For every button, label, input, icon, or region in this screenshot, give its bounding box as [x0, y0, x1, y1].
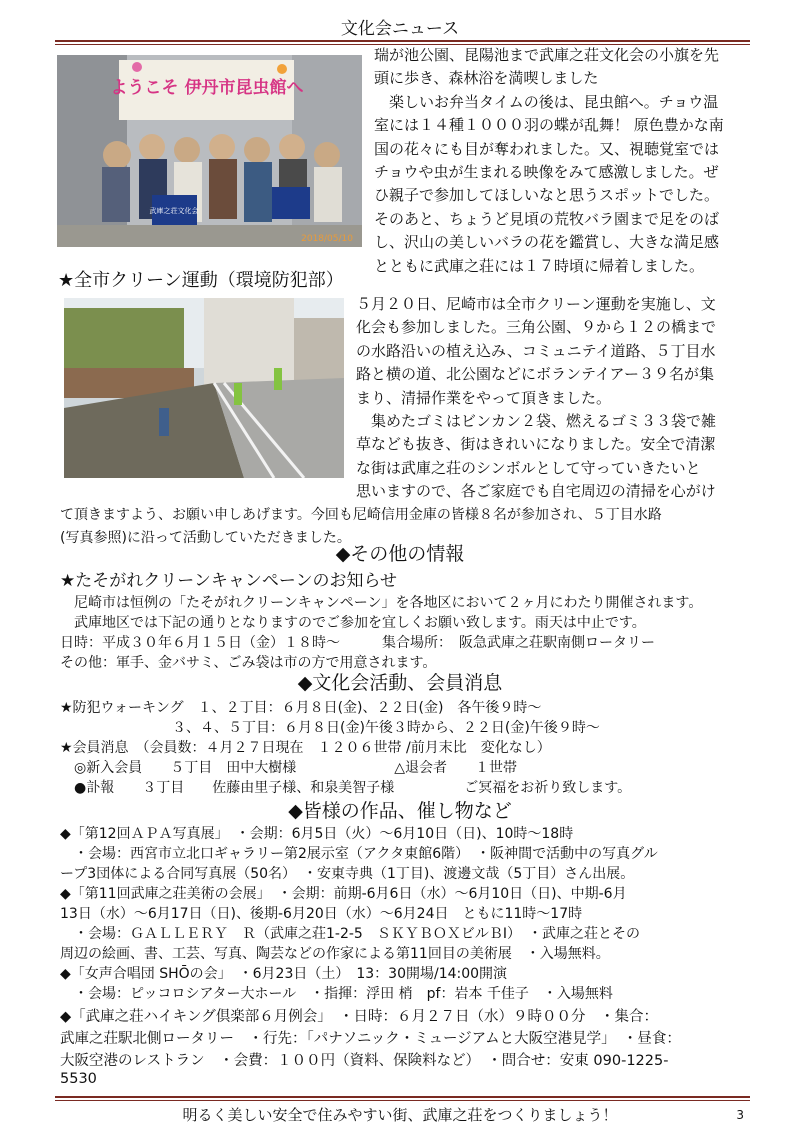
top-line: し、沢山の美しいバラの花を鑑賞し、大きな満足感 — [374, 233, 720, 252]
works-line: ◆「第12回ＡＰＡ写真展」 ・会期：6月5日（火）～6月10日（日)、10時～18時 — [60, 826, 574, 842]
clean-line: ５月２０日、尼崎市は全市クリーン運動を実施し、文 — [356, 295, 716, 313]
top-line: 頭に歩き、森林浴を満喫しました — [374, 69, 599, 88]
clean-line: な街は武庫之荘のシンボルとして守っていきたいと — [356, 458, 701, 477]
top-line: 室には１４種１０００羽の蝶が乱舞！ 原色豊かな南 — [374, 116, 724, 135]
clean-line: (写真参照)に沿って活動していただきました。 — [60, 530, 351, 546]
insect-museum-group-photo — [57, 55, 362, 247]
clean-campaign-heading: ★全市クリーン運動（環境防犯部） — [58, 270, 344, 291]
top-line: 瑞が池公園、昆陽池まで武庫之荘文化会の小旗を先 — [374, 46, 720, 64]
photo-flag-text: 武庫之荘文化会 — [149, 207, 199, 215]
works-line: ・会場：西宮市立北口ギャラリー第2展示室（アクタ東館6階） ・阪神間で活動中の写真グル — [60, 846, 658, 862]
works-line: 13日（水）～6月17日（日)、後期-6月20日（水）～6月24日 ともに11時～17時 — [60, 906, 583, 922]
clean-line: 路と横の道、北公園などにボランテイアー３９名が集 — [356, 365, 715, 384]
top-line: とともに武庫之荘には１７時頃に帰着しました。 — [374, 256, 705, 275]
header-title: 文化会ニュース — [340, 19, 460, 39]
canal-cleanup-photo — [64, 298, 344, 478]
top-line: 楽しいお弁当タイムの後は、昆虫館へ。チョウ温 — [374, 92, 719, 111]
top-line: そのあと、ちょうど見頃の荒牧バラ園まで足をのば — [374, 209, 720, 228]
clean-line: の水路沿いの植え込み、コミュニテイ道路、５丁目水 — [356, 341, 716, 360]
clean-line: て頂きますよう、お願い申しあげます。今回も尼崎信用金庫の皆様８名が参加され、５丁目水路 — [60, 506, 662, 523]
top-line: ひ親子で参加してほしいなと思うスポットでした。 — [374, 186, 720, 205]
top-line: チョウや虫が生まれる映像をみて感激しました。ぜ — [374, 163, 719, 181]
photo-banner-text: ようこそ 伊丹市昆虫館へ — [110, 78, 304, 98]
activities-line: ★会員消息 （会員数：４月２７日現在 １２０６世帯 /前月末比 変化なし） — [60, 740, 551, 756]
works-line: ・会場：ピッコロシアター大ホール ・指揮：浮田 梢 pf：岩本 千佳子 ・入場無料 — [60, 986, 613, 1002]
clean-line: 思いますので、各ご家庭でも自宅周辺の清掃を心がけ — [356, 482, 716, 501]
activities-heading: ◆文化会活動、会員消息 — [297, 672, 503, 694]
other-info-line: 尼崎市は恒例の「たそがれクリーンキャンペーン」を各地区において２ヶ月にわたり開催されます。 — [60, 595, 703, 611]
works-line: ・会場：ＧＡＬＬＥＲＹ Ｒ（武庫之荘1-2-5 ＳＫＹＢＯＸビルＢⅠ） ・武庫之荘とその — [60, 926, 640, 942]
works-line: 5530 — [60, 1071, 97, 1087]
other-info-line: 武庫地区では下記の通りとなりますのでご参加を宜しくお願い致します。雨天は中止です。 — [60, 615, 646, 631]
clean-line: まり、清掃作業をやって頂きました。 — [356, 388, 612, 407]
works-line: 武庫之荘駅北側ロータリー ・行先：｢パナソニック・ミュージアムと大阪空港見学｣ ・昼食： — [60, 1031, 681, 1047]
clean-line: 化会も参加しました。三角公園、９から１２の橋まで — [356, 318, 717, 337]
activities-line: ◎新入会員 ５丁目 田中大樹様 △退会者 １世帯 — [60, 760, 517, 776]
other-info-heading: ◆その他の情報 — [335, 543, 465, 565]
photo-date-stamp: 2018/05/10 — [301, 234, 353, 244]
works-line: ◆「女声合唱団 SHŌの会」 ・6月23日（土） 13：30開場/14:00開演 — [60, 966, 508, 982]
other-info-line: その他：軍手、金バサミ、ごみ袋は市の方で用意されます。 — [60, 655, 437, 671]
activities-line: ★防犯ウォーキング １、２丁目：６月８日(金)、２２日(金) 各午後９時～ — [60, 700, 542, 716]
other-info-line: 日時：平成３０年６月１５日（金）１８時～ 集合場所： 阪急武庫之荘駅南側ロータリー — [60, 635, 655, 651]
page-number: 3 — [736, 1108, 744, 1122]
activities-line: ３、４、５丁目：６月８日(金)午後３時から、２２日(金)午後９時～ — [60, 720, 600, 736]
works-line: ◆「第11回武庫之荘美術の会展」 ・会期：前期-6月6日（水）～6月10日（日)、中期-6月 — [60, 886, 627, 902]
bottom-rule — [55, 1096, 750, 1101]
activities-line: ●訃報 ３丁目 佐藤由里子様、和泉美智子様 ご冥福をお祈り致します。 — [60, 780, 632, 796]
twilight-campaign-heading: ★たそがれクリーンキャンペーンのお知らせ — [60, 571, 398, 591]
works-heading: ◆皆様の作品、催し物など — [288, 800, 512, 822]
clean-line: 草なども抜き、街はきれいになりました。安全で清潔 — [356, 435, 716, 454]
clean-line: 集めたゴミはビンカン２袋、燃えるゴミ３３袋で雑 — [356, 412, 717, 430]
works-line: 大阪空港のレストラン ・会費：１００円（資料、保険料など） ・問合せ：安東 090-1225- — [60, 1053, 669, 1069]
works-line: ープ3団体による合同写真展（50名） ・安東寺典（1丁目)、渡邊文哉（5丁目）さん出展。 — [60, 866, 635, 882]
footer-slogan: 明るく美しい安全で住みやすい街、武庫之荘をつくりましょう！ — [182, 1106, 618, 1124]
works-line: 周辺の絵画、書、工芸、写真、陶芸などの作家による第11回目の美術展 ・入場無料。 — [60, 946, 610, 962]
works-line: ◆「武庫之荘ハイキング倶楽部６月例会」 ・日時：６月２７日（水）９時００分 ・集合： — [60, 1009, 658, 1025]
top-line: 国の花々にも目が奪われました。又、視聴覚室では — [374, 139, 720, 158]
